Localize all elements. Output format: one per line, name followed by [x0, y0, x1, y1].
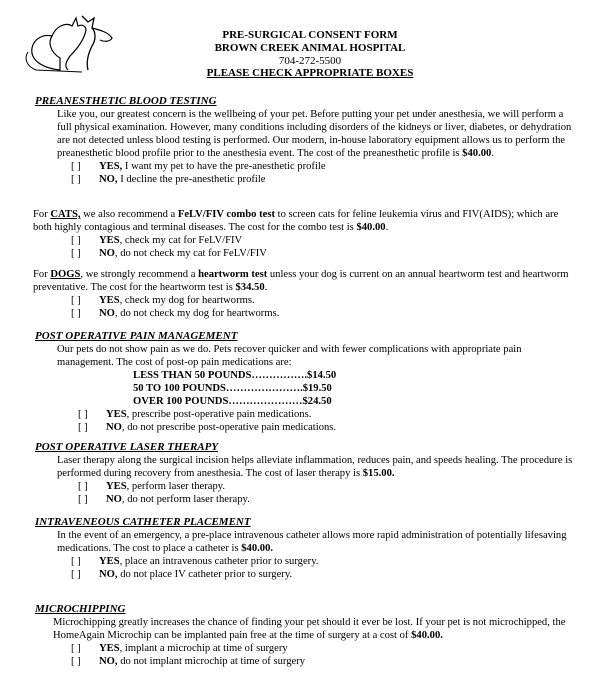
checkbox[interactable]: [ ]	[71, 235, 81, 246]
pain-yes-option[interactable]: [ ] YES, prescribe post-operative pain medications.	[78, 409, 312, 420]
checkbox[interactable]: [ ]	[71, 656, 81, 667]
laser-no-option[interactable]: [ ] NO, do not perform laser therapy.	[78, 494, 250, 505]
dogs-yes-option[interactable]: [ ] YES, check my dog for heartworms.	[71, 295, 255, 306]
chip-yes-option[interactable]: [ ] YES, implant a microchip at time of surgery	[71, 643, 288, 654]
section-title: POST OPERATIVE LASER THERAPY	[35, 441, 219, 453]
laser-yes-option[interactable]: [ ] YES, perform laser therapy.	[78, 481, 226, 492]
checkbox[interactable]: [ ]	[78, 409, 88, 420]
section-paragraph: For CATS, we also recommend a FeLV/FIV combo test to screen cats for feline leukemia virus and FIV(AIDS); which are both highly contagious and terminal diseases. The cost for the combo test is $40.00.	[33, 209, 559, 233]
checkbox[interactable]: [ ]	[71, 161, 81, 172]
price-row: 50 TO 100 POUNDS………………….$19.50	[133, 383, 332, 394]
form-title: PRE-SURGICAL CONSENT FORM	[222, 29, 398, 41]
catheter-yes-option[interactable]: [ ] YES, place an intravenous catheter prior to surgery.	[71, 556, 319, 567]
laser-therapy-section	[35, 441, 575, 506]
section-title: POST OPERATIVE PAIN MANAGEMENT	[35, 330, 238, 342]
price-row: OVER 100 POUNDS…………………$24.50	[133, 396, 332, 407]
phone-number: 704-272-5500	[278, 55, 342, 67]
checkbox[interactable]: [ ]	[71, 308, 81, 319]
checkbox[interactable]: [ ]	[71, 643, 81, 654]
blood-no-option[interactable]: [ ] NO, I decline the pre-anesthetic profile	[71, 174, 266, 185]
cats-section	[35, 208, 575, 260]
catheter-no-option[interactable]: [ ] NO, do not place IV catheter prior to surgery.	[71, 569, 293, 580]
blood-yes-option[interactable]: [ ] YES, I want my pet to have the pre-anesthetic profile	[71, 161, 326, 172]
iv-catheter-section	[35, 516, 575, 581]
blood-testing-section	[35, 95, 575, 186]
cat-dog-logo-icon	[22, 12, 117, 74]
section-paragraph: In the event of an emergency, a pre-place intravenous catheter allows more rapid administration of potentially lifesaving medications. The cost to place a catheter is $40.00.	[57, 530, 567, 554]
section-paragraph: Laser therapy along the surgical incision helps alleviate inflammation, reduces pain, and speeds healing. The procedure is performed during recovery from anesthesia. The cost of laser therapy is $15.00.	[57, 455, 573, 479]
checkbox[interactable]: [ ]	[71, 295, 81, 306]
check-boxes-instruction: PLEASE CHECK APPROPRIATE BOXES	[206, 67, 414, 79]
section-paragraph: Microchipping greatly increases the chance of finding your pet should it ever be lost. If your pet is not microchipped, the HomeAgain Microchip can be implanted pain free at the time of surgery at a cost of $40.00.	[53, 617, 566, 641]
section-paragraph: Like you, our greatest concern is the wellbeing of your pet. Before putting your pet under anesthesia, we will perform a full physical examination. However, many conditions including disorders of the kidneys or liver, diabetes, or dehydration are not detected unless blood testing is performed. Our modern, in-house laboratory equipment allows us to perform the preanesthetic blood profile prior to the anesthesia event. The cost of the preanesthetic profile is $40.00.	[57, 109, 572, 159]
section-title: INTRAVENEOUS CATHETER PLACEMENT	[35, 516, 251, 528]
cats-yes-option[interactable]: [ ] YES, check my cat for FeLV/FIV	[71, 235, 243, 246]
cats-no-option[interactable]: [ ] NO, do not check my cat for FeLV/FIV	[71, 248, 267, 259]
checkbox[interactable]: [ ]	[78, 494, 88, 505]
chip-no-option[interactable]: [ ] NO, do not implant microchip at time of surgery	[71, 656, 306, 667]
pain-no-option[interactable]: [ ] NO, do not prescribe post-operative pain medications.	[78, 422, 337, 433]
price-row: LESS THAN 50 POUNDS…………….$14.50	[133, 370, 337, 381]
section-title: PREANESTHETIC BLOOD TESTING	[35, 95, 217, 107]
checkbox[interactable]: [ ]	[71, 174, 81, 185]
checkbox[interactable]: [ ]	[71, 248, 81, 259]
section-paragraph: Our pets do not show pain as we do. Pets recover quicker and with fewer complications with appropriate pain management. The cost of post-op pain medications are:	[57, 344, 522, 368]
microchipping-section	[35, 603, 575, 668]
section-paragraph: For DOGS, we strongly recommend a heartworm test unless your dog is current on an annual heartworm test and heartworm preventative. The cost for the heartworm test is $34.50.	[33, 269, 569, 293]
dogs-section	[35, 268, 575, 320]
dogs-no-option[interactable]: [ ] NO, do not check my dog for heartworms.	[71, 308, 280, 319]
checkbox[interactable]: [ ]	[71, 569, 81, 580]
hospital-name: BROWN CREEK ANIMAL HOSPITAL	[214, 42, 406, 54]
section-title: MICROCHIPPING	[35, 603, 126, 615]
pain-price-list	[35, 369, 575, 408]
checkbox[interactable]: [ ]	[78, 422, 88, 433]
pain-management-section	[35, 330, 575, 434]
checkbox[interactable]: [ ]	[71, 556, 81, 567]
checkbox[interactable]: [ ]	[78, 481, 88, 492]
